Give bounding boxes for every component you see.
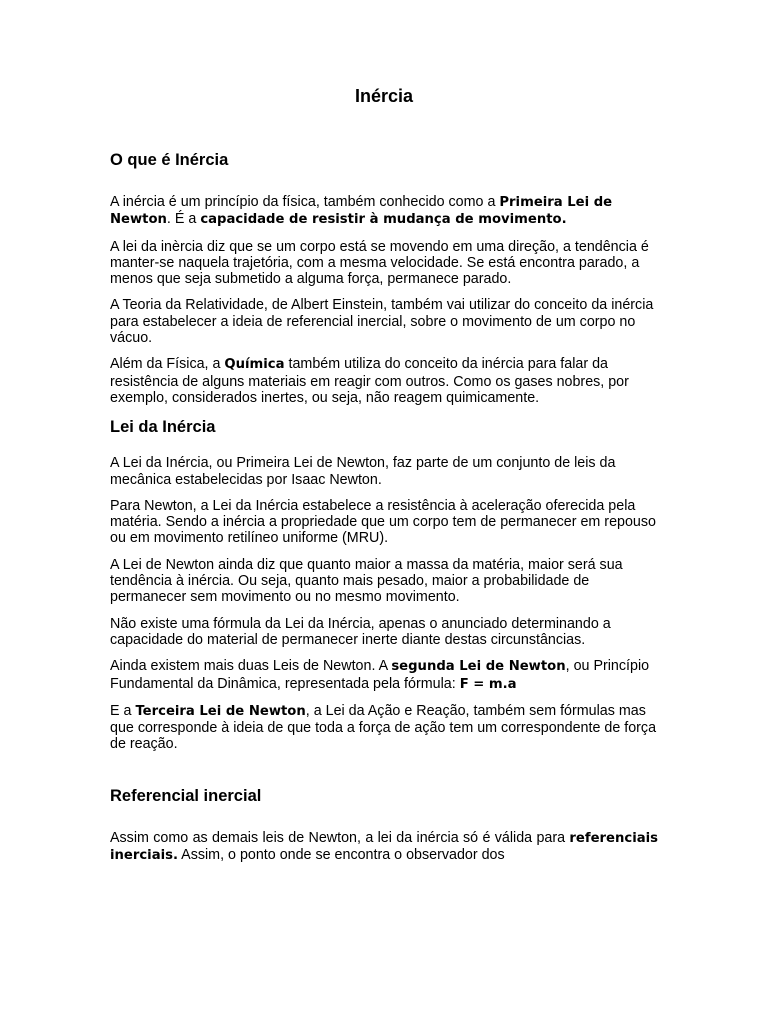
text: também utiliza do conceito da inércia para falar da resistência de alguns materiais em reagir com outros. Como os gases nobres, por exemplo, considerados inertes, ou seja, não reagem quimicamente.	[110, 356, 629, 406]
section-heading-o-que-e-inercia: O que é Inércia	[110, 151, 229, 169]
paragraph	[110, 658, 658, 693]
paragraph: Para Newton, a Lei da Inércia estabelece a resistência à aceleração oferecida pela matéria. Sendo a inércia a propriedade que um corpo tem de permanecer em repouso ou em movimento retilíneo uniforme (MRU).	[110, 497, 656, 547]
paragraph: A lei da inèrcia diz que se um corpo está se movendo em uma direção, a tendência é manter-se naquela trajetória, com a mesma velocidade. Se está encontra parado, a menos que seja submetido a alguma força, permanece parado.	[110, 238, 649, 288]
bold-text: Química	[224, 357, 285, 373]
text: Ainda existem mais duas Leis de Newton. A	[110, 658, 392, 675]
text: , a Lei da Ação e Reação, também sem fórmulas mas que corresponde à ideia de que toda a força de ação tem um correspondente de força de reação.	[110, 702, 657, 753]
bold-text: Primeira Lei de Newton	[110, 195, 613, 228]
text: Assim, o ponto onde se encontra o observador dos	[177, 847, 505, 864]
text: Assim como as demais leis de Newton, a lei da inércia só é válida para	[110, 829, 570, 846]
text: E a	[110, 702, 136, 719]
text: A inércia é um princípio da física, também conhecido como a	[110, 194, 500, 210]
paragraph: Não existe uma fórmula da Lei da Inércia, apenas o anunciado determinando a capacidade do material de permanecer inerte diante destas circunstâncias.	[110, 615, 611, 648]
bold-text: Terceira Lei de Newton	[135, 703, 306, 719]
paragraph	[110, 703, 658, 753]
bold-text: referenciais inerciais.	[110, 830, 658, 864]
paragraph	[110, 830, 658, 865]
paragraph: A Lei da Inércia, ou Primeira Lei de Newton, faz parte de um conjunto de leis da mecânica estabelecidas por Isaac Newton.	[110, 455, 616, 488]
paragraph	[110, 356, 658, 406]
section-heading-referencial-inercial: Referencial inercial	[110, 786, 262, 805]
text: , ou Princípio Fundamental da Dinâmica, representada pela fórmula:	[110, 658, 650, 692]
bold-text: segunda Lei de Newton	[391, 659, 566, 675]
paragraph: A Lei de Newton ainda diz que quanto maior a massa da matéria, maior será sua tendência à inércia. Ou seja, quanto mais pesado, maior a probabilidade de permanecer sem movimento ou no mesmo movimento.	[110, 556, 623, 606]
paragraph	[110, 194, 658, 229]
section-heading-lei-da-inercia: Lei da Inércia	[110, 418, 216, 437]
bold-text: capacidade de resistir à mudança de movimento.	[200, 212, 567, 228]
text: . É a	[166, 211, 201, 228]
paragraph: A Teoria da Relatividade, de Albert Einstein, também vai utilizar do conceito da inércia para estabelecer a ideia de referencial inercial, sobre o movimento de um corpo no vácuo.	[110, 297, 654, 347]
text: Além da Física, a	[110, 356, 225, 373]
document-title: Inércia	[354, 86, 414, 106]
formula: F = m.a	[459, 676, 517, 692]
